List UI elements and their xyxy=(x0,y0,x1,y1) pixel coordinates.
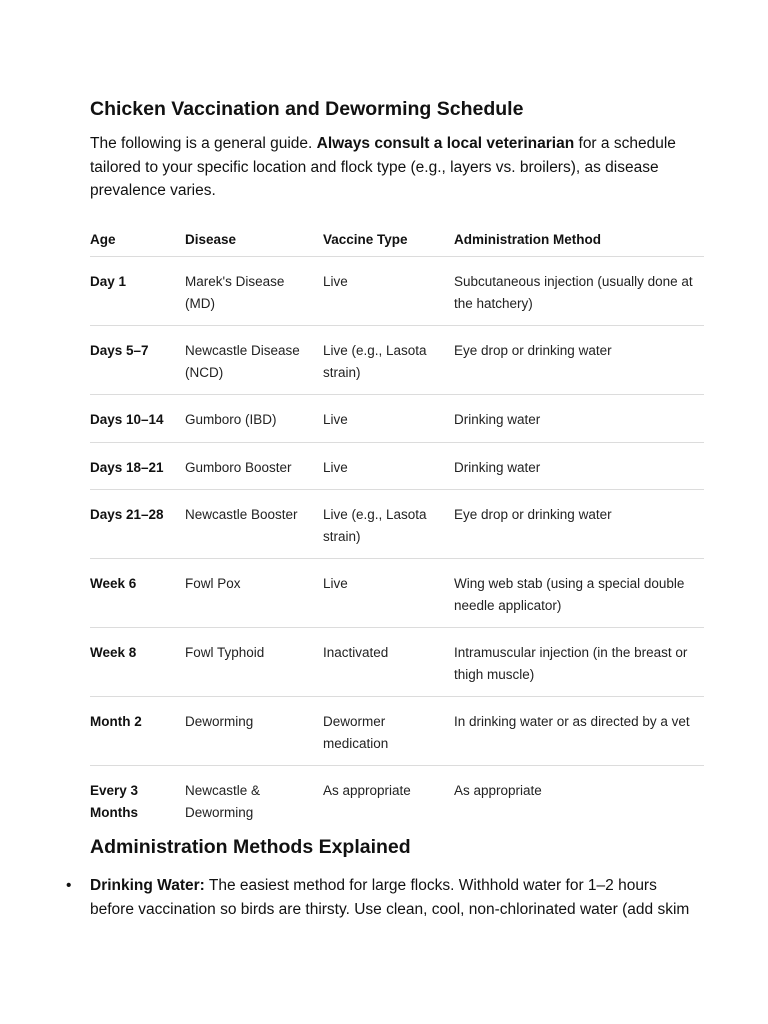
header-vaccine-type: Vaccine Type xyxy=(323,223,454,257)
cell-disease: Gumboro Booster xyxy=(185,442,323,490)
table-row xyxy=(90,490,704,559)
table-row xyxy=(90,442,704,490)
list-item xyxy=(66,874,704,922)
header-disease: Disease xyxy=(185,223,323,257)
header-administration-method: Administration Method xyxy=(454,223,704,257)
cell-method: Eye drop or drinking water xyxy=(454,326,704,395)
method-label: Drinking Water: xyxy=(90,877,205,894)
cell-age: Every 3 Months xyxy=(90,783,139,820)
cell-vaccine-type: Live xyxy=(323,559,454,628)
table-row xyxy=(90,395,704,443)
cell-age: Days 18–21 xyxy=(90,442,185,490)
method-description: The easiest method for large flocks. Withhold water for 1–2 hours before vaccination so birds are thirsty. Use clean, cool, non-chlorinated water (add skim xyxy=(90,877,690,918)
cell-disease: Newcastle Booster xyxy=(185,490,323,559)
schedule-table xyxy=(90,223,704,824)
header-age: Age xyxy=(90,223,185,257)
cell-method: Drinking water xyxy=(454,395,704,443)
cell-method: In drinking water or as directed by a vet xyxy=(454,697,704,766)
table-row xyxy=(90,697,704,766)
table-row xyxy=(90,326,704,395)
cell-disease: Gumboro (IBD) xyxy=(185,395,323,443)
cell-age: Day 1 xyxy=(90,257,185,326)
cell-age: Month 2 xyxy=(90,697,185,766)
cell-method: Subcutaneous injection (usually done at the hatchery) xyxy=(454,257,704,326)
cell-disease: Fowl Typhoid xyxy=(185,628,323,697)
section-heading-administration: Administration Methods Explained xyxy=(90,836,411,858)
cell-disease: Deworming xyxy=(185,697,323,766)
table-row xyxy=(90,257,704,326)
cell-method: Intramuscular injection (in the breast or thigh muscle) xyxy=(454,628,704,697)
bullet-marker: • xyxy=(66,877,72,894)
cell-vaccine-type: Dewormer medication xyxy=(323,697,454,766)
cell-disease: Newcastle & Deworming xyxy=(185,783,261,820)
cell-method: Wing web stab (using a special double needle applicator) xyxy=(454,559,704,628)
cell-age: Days 5–7 xyxy=(90,326,185,395)
table-row xyxy=(90,628,704,697)
cell-vaccine-type: Live xyxy=(323,442,454,490)
table-row xyxy=(90,559,704,628)
methods-list xyxy=(66,874,704,922)
cell-method: As appropriate xyxy=(454,783,542,798)
document xyxy=(66,96,704,922)
cell-age: Week 8 xyxy=(90,628,185,697)
cell-method: Drinking water xyxy=(454,442,704,490)
intro-text-start: The following is a general guide. xyxy=(90,135,317,152)
cell-vaccine-type: Live xyxy=(323,257,454,326)
cell-vaccine-type: Live (e.g., Lasota strain) xyxy=(323,326,454,395)
cell-vaccine-type: Live xyxy=(323,395,454,443)
cell-age: Days 10–14 xyxy=(90,395,185,443)
page-title: Chicken Vaccination and Deworming Schedule xyxy=(90,98,524,120)
intro-text-end: for a schedule tailored to your specific location and flock type (e.g., layers vs. broilers), as disease prevalence varies. xyxy=(90,135,676,199)
cell-vaccine-type: As appropriate xyxy=(323,783,411,798)
cell-vaccine-type: Live (e.g., Lasota strain) xyxy=(323,490,454,559)
intro-bold-warning: Always consult a local veterinarian xyxy=(316,135,575,152)
cell-age: Days 21–28 xyxy=(90,490,185,559)
cell-disease: Newcastle Disease (NCD) xyxy=(185,326,323,395)
table-header-row xyxy=(90,223,704,257)
cell-vaccine-type: Inactivated xyxy=(323,628,454,697)
table-row xyxy=(90,766,704,824)
cell-disease: Fowl Pox xyxy=(185,559,323,628)
cell-method: Eye drop or drinking water xyxy=(454,490,704,559)
cell-age: Week 6 xyxy=(90,559,185,628)
intro-paragraph xyxy=(90,132,704,203)
cell-disease: Marek's Disease (MD) xyxy=(185,257,323,326)
